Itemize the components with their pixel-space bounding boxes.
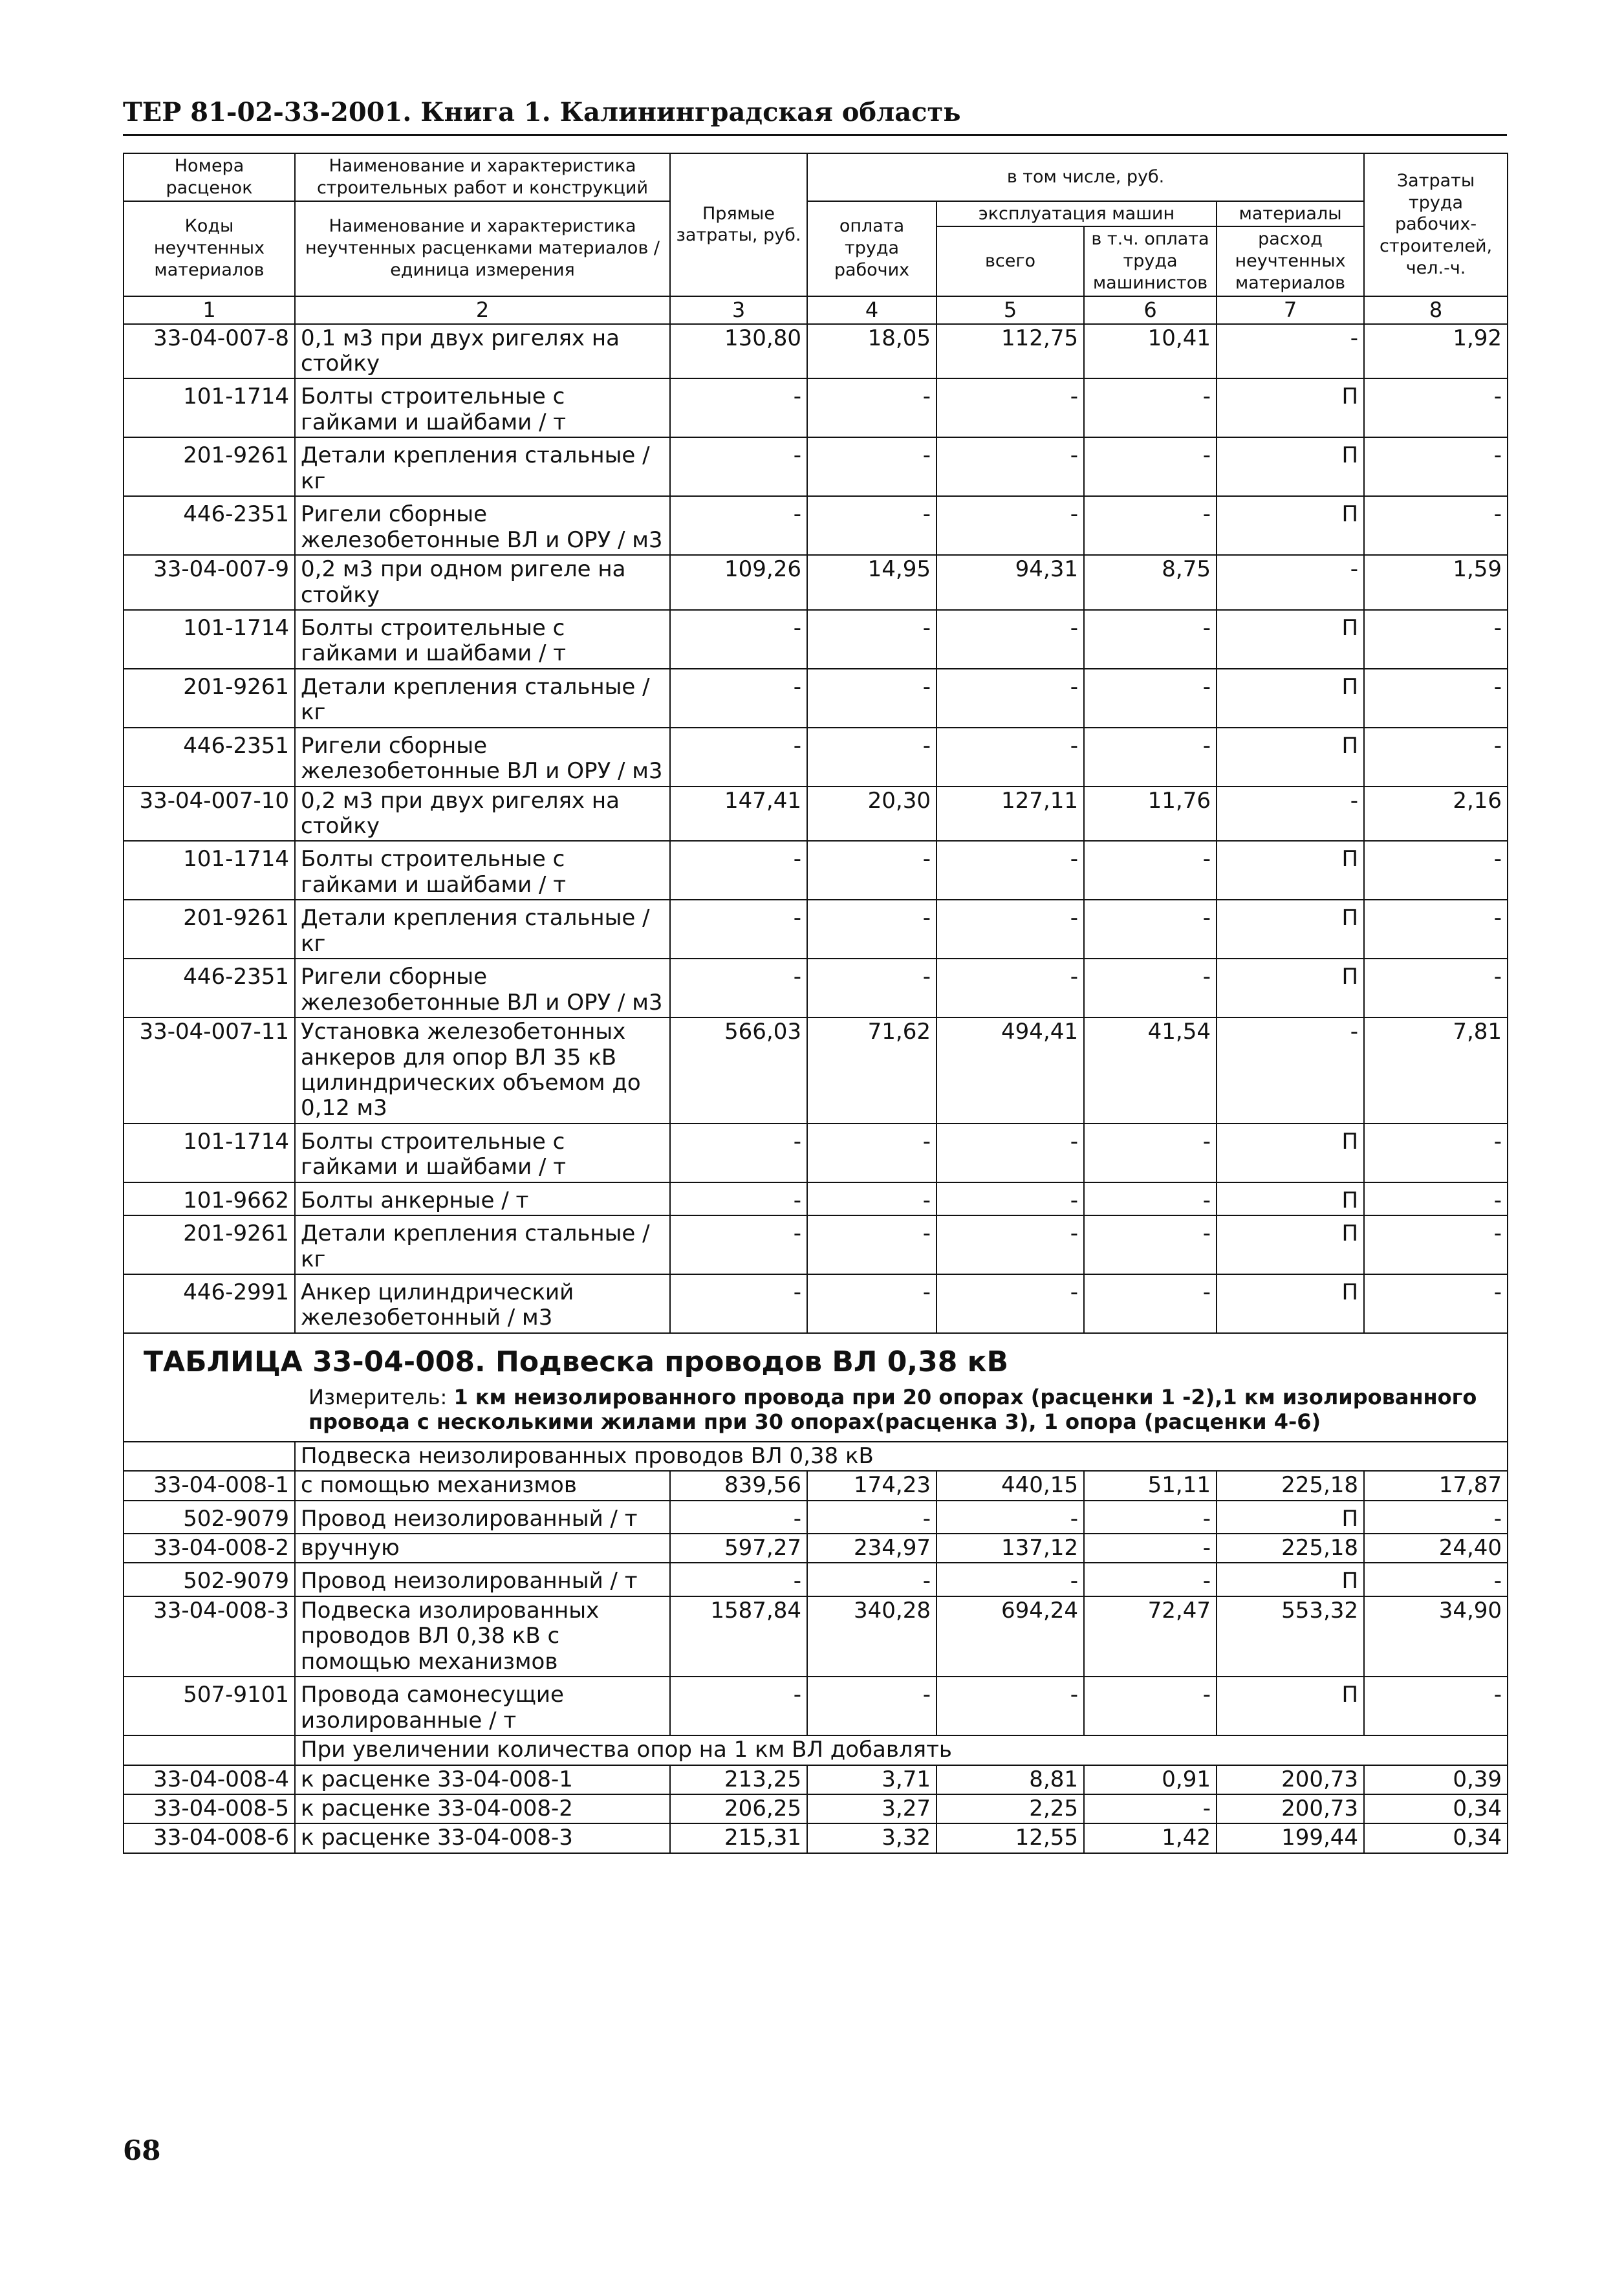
table-row — [124, 1534, 1508, 1563]
row-value-col5: 8,81 — [937, 1765, 1084, 1794]
table-row — [124, 1563, 1508, 1596]
row-code: 446-2991 — [124, 1274, 295, 1333]
row-value-col4: - — [807, 1124, 937, 1182]
row-value-col6: - — [1084, 1534, 1217, 1563]
row-value-col3: - — [670, 1182, 807, 1215]
row-value-col4: 14,95 — [807, 555, 937, 610]
table-row — [124, 841, 1508, 900]
row-value-col6: - — [1084, 1215, 1217, 1274]
row-value-col7: П — [1217, 610, 1364, 669]
row-value-col3: 147,41 — [670, 787, 807, 842]
row-value-col6: - — [1084, 610, 1217, 669]
col-number-1: 1 — [124, 296, 295, 324]
row-code: 446-2351 — [124, 959, 295, 1017]
row-code: 201-9261 — [124, 1215, 295, 1274]
group-heading-uninsulated: Подвеска неизолированных проводов ВЛ 0,38 кВ — [295, 1442, 1508, 1471]
table-row — [124, 1596, 1508, 1677]
row-value-col5: - — [937, 900, 1084, 959]
row-name: 0,2 м3 при двух ригелях на стойку — [295, 787, 670, 842]
table-body-008-additions — [124, 1765, 1508, 1853]
table-row — [124, 555, 1508, 610]
row-value-col7: П — [1217, 378, 1364, 437]
row-value-col5: - — [937, 959, 1084, 1017]
row-value-col8: - — [1364, 1563, 1508, 1596]
row-name: Ригели сборные железобетонные ВЛ и ОРУ / м3 — [295, 496, 670, 555]
row-value-col7: П — [1217, 496, 1364, 555]
table-row — [124, 610, 1508, 669]
row-value-col4: - — [807, 959, 937, 1017]
row-code: 33-04-008-3 — [124, 1596, 295, 1677]
row-code: 33-04-007-11 — [124, 1017, 295, 1124]
row-value-col3: 839,56 — [670, 1471, 807, 1500]
table-row — [124, 1765, 1508, 1794]
row-value-col4: 174,23 — [807, 1471, 937, 1500]
row-value-col5: 112,75 — [937, 324, 1084, 379]
table-row — [124, 1823, 1508, 1853]
row-value-col5: - — [937, 1563, 1084, 1596]
table-row — [124, 437, 1508, 496]
row-value-col5: 127,11 — [937, 787, 1084, 842]
row-value-col6: 72,47 — [1084, 1596, 1217, 1677]
row-code: 201-9261 — [124, 900, 295, 959]
row-value-col3: - — [670, 1274, 807, 1333]
row-value-col4: - — [807, 1274, 937, 1333]
table-008-title: ТАБЛИЦА 33-04-008. Подвеска проводов ВЛ 0,38 кВ — [144, 1345, 1009, 1378]
row-name: Анкер цилиндрический железобетонный / м3 — [295, 1274, 670, 1333]
row-value-col7: П — [1217, 841, 1364, 900]
row-value-col3: - — [670, 437, 807, 496]
col-header-including: в том числе, руб. — [807, 153, 1364, 201]
row-value-col5: 494,41 — [937, 1017, 1084, 1124]
row-value-col8: 1,59 — [1364, 555, 1508, 610]
table-row — [124, 1215, 1508, 1274]
row-value-col7: 225,18 — [1217, 1471, 1364, 1500]
row-name: вручную — [295, 1534, 670, 1563]
row-value-col7: П — [1217, 1215, 1364, 1274]
table-row — [124, 900, 1508, 959]
row-value-col7: П — [1217, 728, 1364, 787]
row-name: Болты анкерные / т — [295, 1182, 670, 1215]
row-value-col8: - — [1364, 610, 1508, 669]
row-value-col5: 694,24 — [937, 1596, 1084, 1677]
row-value-col5: 12,55 — [937, 1823, 1084, 1853]
row-value-col8: 1,92 — [1364, 324, 1508, 379]
row-value-col5: - — [937, 610, 1084, 669]
row-name: Установка железобетонных анкеров для опор ВЛ 35 кВ цилиндрических объемом до 0,12 м3 — [295, 1017, 670, 1124]
row-value-col5: - — [937, 1215, 1084, 1274]
row-name: Детали крепления стальные / кг — [295, 900, 670, 959]
row-name: Детали крепления стальные / кг — [295, 669, 670, 728]
row-value-col7: 553,32 — [1217, 1596, 1364, 1677]
row-name: Провод неизолированный / т — [295, 1501, 670, 1534]
row-code: 502-9079 — [124, 1563, 295, 1596]
row-name: Болты строительные с гайками и шайбами / т — [295, 1124, 670, 1182]
row-value-col8: - — [1364, 1124, 1508, 1182]
row-value-col8: 7,81 — [1364, 1017, 1508, 1124]
row-value-col7: П — [1217, 1124, 1364, 1182]
row-value-col4: - — [807, 437, 937, 496]
row-code: 201-9261 — [124, 669, 295, 728]
row-code: 446-2351 — [124, 496, 295, 555]
table-008-heading — [124, 1333, 1508, 1442]
row-value-col8: - — [1364, 728, 1508, 787]
row-value-col7: П — [1217, 900, 1364, 959]
row-value-col4: - — [807, 1563, 937, 1596]
row-value-col4: 71,62 — [807, 1017, 937, 1124]
table-row — [124, 1182, 1508, 1215]
row-value-col5: - — [937, 378, 1084, 437]
col-header-unaccounted-materials: расход неучтенных материалов — [1217, 226, 1364, 296]
row-value-col5: - — [937, 669, 1084, 728]
row-code: 33-04-008-5 — [124, 1794, 295, 1823]
table-row — [124, 324, 1508, 379]
row-name: Ригели сборные железобетонные ВЛ и ОРУ / м3 — [295, 959, 670, 1017]
row-value-col6: 1,42 — [1084, 1823, 1217, 1853]
row-code: 101-1714 — [124, 378, 295, 437]
row-code: 33-04-008-1 — [124, 1471, 295, 1500]
page-header-title: ТЕР 81-02-33-2001. Книга 1. Калининградская область — [123, 97, 961, 127]
row-value-col3: 109,26 — [670, 555, 807, 610]
row-value-col4: - — [807, 728, 937, 787]
row-value-col8: - — [1364, 1501, 1508, 1534]
table-row — [124, 378, 1508, 437]
row-name: Болты строительные с гайками и шайбами / т — [295, 610, 670, 669]
table-row — [124, 728, 1508, 787]
table-row — [124, 1274, 1508, 1333]
table-row — [124, 1471, 1508, 1500]
row-value-col8: 2,16 — [1364, 787, 1508, 842]
row-value-col4: 234,97 — [807, 1534, 937, 1563]
row-code: 201-9261 — [124, 437, 295, 496]
row-value-col7: П — [1217, 1677, 1364, 1735]
row-value-col3: - — [670, 496, 807, 555]
row-value-col4: - — [807, 1501, 937, 1534]
col-header-labor: Затраты труда рабочих-строителей, чел.-ч. — [1364, 153, 1508, 296]
row-name: с помощью механизмов — [295, 1471, 670, 1500]
row-value-col8: 0,34 — [1364, 1823, 1508, 1853]
col-header-worker-pay: оплата труда рабочих — [807, 201, 937, 296]
row-value-col6: - — [1084, 1501, 1217, 1534]
row-value-col4: - — [807, 378, 937, 437]
row-code: 101-9662 — [124, 1182, 295, 1215]
row-value-col6: 41,54 — [1084, 1017, 1217, 1124]
col-header-codes-top: Номера расценок — [124, 153, 295, 201]
table-row — [124, 1501, 1508, 1534]
row-value-col5: - — [937, 728, 1084, 787]
row-value-col3: - — [670, 610, 807, 669]
row-value-col5: - — [937, 1124, 1084, 1182]
row-value-col3: - — [670, 1501, 807, 1534]
row-code: 446-2351 — [124, 728, 295, 787]
row-value-col3: - — [670, 728, 807, 787]
row-value-col6: - — [1084, 1563, 1217, 1596]
table-body-008 — [124, 1471, 1508, 1735]
row-value-col4: - — [807, 496, 937, 555]
row-value-col7: - — [1217, 787, 1364, 842]
row-name: Ригели сборные железобетонные ВЛ и ОРУ / м3 — [295, 728, 670, 787]
row-value-col8: - — [1364, 1215, 1508, 1274]
row-value-col7: - — [1217, 555, 1364, 610]
row-value-col3: 213,25 — [670, 1765, 807, 1794]
page-number: 68 — [123, 2135, 161, 2166]
row-name: Подвеска изолированных проводов ВЛ 0,38 кВ с помощью механизмов — [295, 1596, 670, 1677]
row-value-col6: - — [1084, 959, 1217, 1017]
row-value-col4: - — [807, 1182, 937, 1215]
row-code: 33-04-007-9 — [124, 555, 295, 610]
row-value-col5: 2,25 — [937, 1794, 1084, 1823]
row-value-col5: 440,15 — [937, 1471, 1084, 1500]
row-value-col3: - — [670, 378, 807, 437]
row-code: 33-04-008-4 — [124, 1765, 295, 1794]
table-008-measure — [309, 1385, 1488, 1435]
col-number-6: 6 — [1084, 296, 1217, 324]
row-value-col8: - — [1364, 1182, 1508, 1215]
table-row — [124, 1124, 1508, 1182]
row-value-col4: 340,28 — [807, 1596, 937, 1677]
row-value-col4: 3,32 — [807, 1823, 937, 1853]
row-name: к расценке 33-04-008-3 — [295, 1823, 670, 1853]
col-number-8: 8 — [1364, 296, 1508, 324]
row-value-col3: 1587,84 — [670, 1596, 807, 1677]
col-header-direct-costs: Прямые затраты, руб. — [670, 153, 807, 296]
row-value-col5: - — [937, 437, 1084, 496]
group-heading-extra-supports: При увеличении количества опор на 1 км ВЛ добавлять — [295, 1735, 1508, 1765]
row-value-col3: 215,31 — [670, 1823, 807, 1853]
row-name: Болты строительные с гайками и шайбами / т — [295, 378, 670, 437]
row-value-col6: - — [1084, 669, 1217, 728]
row-value-col8: 0,39 — [1364, 1765, 1508, 1794]
row-code: 33-04-008-6 — [124, 1823, 295, 1853]
col-header-machinist-pay: в т.ч. оплата труда машинистов — [1084, 226, 1217, 296]
row-value-col5: 137,12 — [937, 1534, 1084, 1563]
row-name: Детали крепления стальные / кг — [295, 437, 670, 496]
row-value-col7: 200,73 — [1217, 1765, 1364, 1794]
table-row — [124, 1677, 1508, 1735]
row-name: Провод неизолированный / т — [295, 1563, 670, 1596]
row-value-col7: П — [1217, 1274, 1364, 1333]
row-value-col6: - — [1084, 1124, 1217, 1182]
row-value-col3: 597,27 — [670, 1534, 807, 1563]
row-value-col6: 11,76 — [1084, 787, 1217, 842]
row-value-col5: - — [937, 496, 1084, 555]
row-value-col4: - — [807, 841, 937, 900]
row-value-col8: 34,90 — [1364, 1596, 1508, 1677]
row-code: 101-1714 — [124, 1124, 295, 1182]
row-name: 0,2 м3 при одном ригеле на стойку — [295, 555, 670, 610]
row-code: 507-9101 — [124, 1677, 295, 1735]
row-value-col6: - — [1084, 1274, 1217, 1333]
table-row — [124, 1794, 1508, 1823]
row-value-col5: - — [937, 1677, 1084, 1735]
row-name: Болты строительные с гайками и шайбами / т — [295, 841, 670, 900]
row-value-col7: П — [1217, 1182, 1364, 1215]
row-value-col5: - — [937, 1274, 1084, 1333]
row-value-col3: 206,25 — [670, 1794, 807, 1823]
row-value-col7: П — [1217, 437, 1364, 496]
measure-text: 1 км неизолированного провода при 20 опорах (расценки 1 -2),1 км изолированного провода с несколькими жилами при 30 опорах(расценка 3), 1 опора (расценки 4-6) — [309, 1384, 1477, 1435]
row-value-col8: - — [1364, 496, 1508, 555]
row-value-col3: - — [670, 1563, 807, 1596]
row-value-col4: 3,71 — [807, 1765, 937, 1794]
col-number-2: 2 — [295, 296, 670, 324]
col-number-3: 3 — [670, 296, 807, 324]
row-value-col6: - — [1084, 841, 1217, 900]
row-value-col8: - — [1364, 959, 1508, 1017]
row-value-col4: - — [807, 610, 937, 669]
table-row — [124, 496, 1508, 555]
row-name: Провода самонесущие изолированные / т — [295, 1677, 670, 1735]
row-name: к расценке 33-04-008-1 — [295, 1765, 670, 1794]
col-header-machines: эксплуатация машин — [937, 201, 1217, 227]
col-header-materials: материалы — [1217, 201, 1364, 227]
row-value-col3: - — [670, 841, 807, 900]
row-value-col7: - — [1217, 1017, 1364, 1124]
row-value-col7: П — [1217, 1501, 1364, 1534]
row-code: 101-1714 — [124, 841, 295, 900]
table-row — [124, 787, 1508, 842]
row-value-col3: - — [670, 900, 807, 959]
row-value-col7: 225,18 — [1217, 1534, 1364, 1563]
col-number-4: 4 — [807, 296, 937, 324]
row-name: 0,1 м3 при двух ригелях на стойку — [295, 324, 670, 379]
price-table — [123, 153, 1508, 1854]
row-value-col4: - — [807, 1677, 937, 1735]
row-value-col6: - — [1084, 1677, 1217, 1735]
row-name: Детали крепления стальные / кг — [295, 1215, 670, 1274]
row-value-col6: - — [1084, 496, 1217, 555]
row-value-col4: - — [807, 669, 937, 728]
table-row — [124, 1017, 1508, 1124]
col-header-machines-total: всего — [937, 226, 1084, 296]
row-value-col3: 566,03 — [670, 1017, 807, 1124]
header-rule — [123, 134, 1507, 136]
row-value-col8: 0,34 — [1364, 1794, 1508, 1823]
col-number-7: 7 — [1217, 296, 1364, 324]
row-value-col7: П — [1217, 1563, 1364, 1596]
row-value-col4: - — [807, 1215, 937, 1274]
col-number-5: 5 — [937, 296, 1084, 324]
row-value-col4: 3,27 — [807, 1794, 937, 1823]
measure-label: Измеритель: — [309, 1384, 448, 1409]
row-value-col6: - — [1084, 1794, 1217, 1823]
row-value-col8: - — [1364, 841, 1508, 900]
row-value-col6: 10,41 — [1084, 324, 1217, 379]
row-value-col8: - — [1364, 378, 1508, 437]
row-value-col4: - — [807, 900, 937, 959]
row-value-col5: 94,31 — [937, 555, 1084, 610]
row-value-col6: - — [1084, 437, 1217, 496]
col-header-names-top: Наименование и характеристика строительных работ и конструкций — [295, 153, 670, 201]
row-value-col6: 8,75 — [1084, 555, 1217, 610]
row-value-col6: - — [1084, 1182, 1217, 1215]
row-value-col3: - — [670, 1677, 807, 1735]
row-value-col3: - — [670, 1124, 807, 1182]
row-code: 502-9079 — [124, 1501, 295, 1534]
row-value-col3: - — [670, 669, 807, 728]
table-row — [124, 669, 1508, 728]
row-value-col6: - — [1084, 728, 1217, 787]
row-value-col5: - — [937, 1501, 1084, 1534]
row-value-col7: 199,44 — [1217, 1823, 1364, 1853]
row-value-col7: П — [1217, 959, 1364, 1017]
row-value-col6: - — [1084, 900, 1217, 959]
row-code: 33-04-007-10 — [124, 787, 295, 842]
table-row — [124, 959, 1508, 1017]
col-header-names-bottom: Наименование и характеристика неучтенных расценками материалов / единица измерения — [295, 201, 670, 296]
row-value-col4: 20,30 — [807, 787, 937, 842]
row-code: 33-04-008-2 — [124, 1534, 295, 1563]
table-body-007 — [124, 324, 1508, 1333]
row-value-col6: 51,11 — [1084, 1471, 1217, 1500]
row-code: 101-1714 — [124, 610, 295, 669]
row-value-col5: - — [937, 1182, 1084, 1215]
row-value-col8: 24,40 — [1364, 1534, 1508, 1563]
row-value-col8: - — [1364, 669, 1508, 728]
row-value-col6: 0,91 — [1084, 1765, 1217, 1794]
row-value-col4: 18,05 — [807, 324, 937, 379]
row-value-col3: 130,80 — [670, 324, 807, 379]
row-value-col8: - — [1364, 1274, 1508, 1333]
col-header-codes-bottom: Коды неучтенных материалов — [124, 201, 295, 296]
row-value-col3: - — [670, 959, 807, 1017]
row-value-col8: - — [1364, 1677, 1508, 1735]
row-value-col7: 200,73 — [1217, 1794, 1364, 1823]
row-value-col8: - — [1364, 900, 1508, 959]
row-value-col5: - — [937, 841, 1084, 900]
row-value-col8: - — [1364, 437, 1508, 496]
row-name: к расценке 33-04-008-2 — [295, 1794, 670, 1823]
row-value-col3: - — [670, 1215, 807, 1274]
row-value-col6: - — [1084, 378, 1217, 437]
row-value-col8: 17,87 — [1364, 1471, 1508, 1500]
row-value-col7: - — [1217, 324, 1364, 379]
row-value-col7: П — [1217, 669, 1364, 728]
row-code: 33-04-007-8 — [124, 324, 295, 379]
